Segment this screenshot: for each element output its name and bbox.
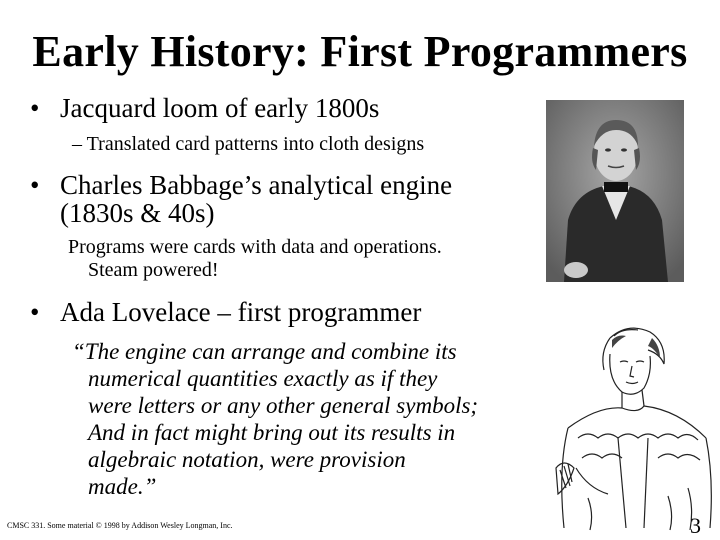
lovelace-quote (72, 338, 572, 500)
sub-bullet-babbage-line2: Steam powered! (88, 259, 219, 281)
bullet-babbage (30, 171, 452, 227)
slide-title: Early History: First Programmers (32, 27, 688, 76)
bullet-babbage-text-line1: Charles Babbage’s analytical engine (60, 170, 453, 200)
ada-portrait-figure (548, 318, 720, 533)
sub-bullet-babbage (68, 236, 442, 282)
babbage-photo (546, 100, 684, 282)
sub-bullet-babbage-line1: Programs were cards with data and operations. (68, 236, 442, 258)
sub-bullet-jacquard: – Translated card patterns into cloth designs (72, 133, 425, 155)
bullet-ada-text: Ada Lovelace – first programmer (60, 297, 422, 327)
quote-line: “The engine can arrange and combine its (72, 339, 457, 364)
bullet-jacquard-text: Jacquard loom of early 1800s (60, 93, 380, 123)
quote-line: And in fact might bring out its results in (88, 420, 456, 445)
quote-line: algebraic notation, were provision (88, 447, 406, 472)
quote-line: made.” (88, 474, 157, 499)
babbage-photo-figure (546, 100, 684, 282)
ada-lovelace-portrait (548, 318, 720, 533)
bullet-mark: • (30, 170, 40, 200)
quote-line: were letters or any other general symbols; (88, 393, 479, 418)
bullet-jacquard (30, 94, 379, 122)
page-number: 3 (690, 513, 701, 538)
slide-footer: CMSC 331. Some material © 1998 by Addison Wesley Longman, Inc. (7, 521, 233, 530)
bullet-babbage-text-line2: (1830s & 40s) (60, 198, 215, 228)
quote-line: numerical quantities exactly as if they (88, 366, 438, 391)
bullet-mark: • (30, 93, 40, 123)
bullet-ada (30, 298, 421, 326)
bullet-mark: • (30, 297, 40, 327)
